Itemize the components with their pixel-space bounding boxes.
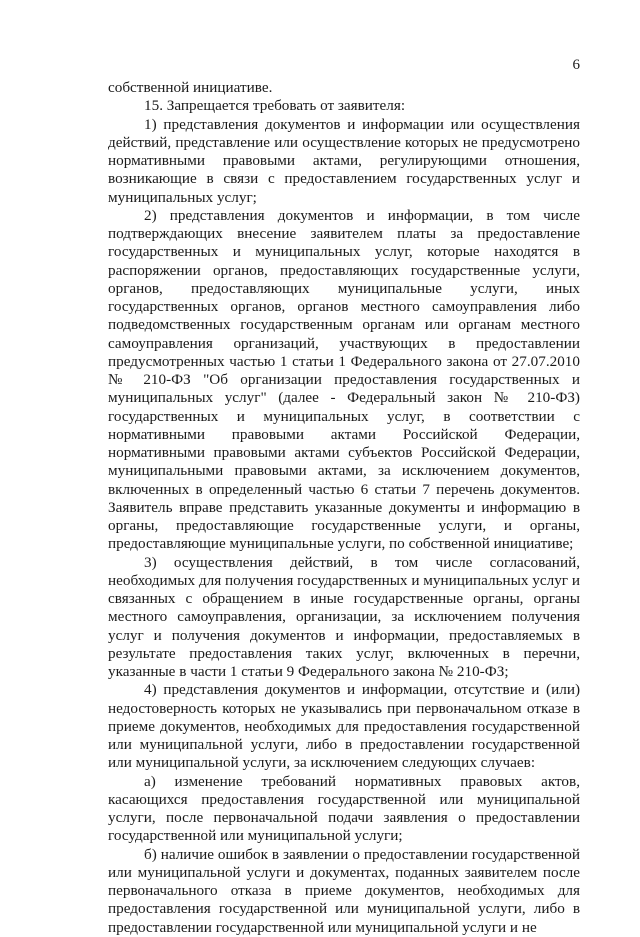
paragraph-item-2: 2) представления документов и информации, в том числе подтверждающих внесение заявителем платы за предоставление государственных и муниципальных услуг, которые находятся в распоряжении органов, предоставляющих государственные услуги, органов, предоставляющих муниципальные услуги, иных государственных органов, органов местного самоуправления либо подведомственных государственным органам или органам местного самоуправления организаций, участвующих в предоставлении предусмотренных частью 1 статьи 1 Федерального закона от 27.07.2010 № 210-ФЗ "Об организации предоставления государственных и муниципальных услуг" (далее - Федеральный закон № 210-ФЗ) государственных и муниципальных услуг, в соответствии с нормативными правовыми актами Российской Федерации, нормативными правовыми актами субъектов Российской Федерации, муниципальными правовыми актами, за исключением документов, включенных в определенный частью 6 статьи 7 перечень документов. Заявитель вправе представить указанные документы и информацию в органы, предоставляющие государственные услуги, и органы, предоставляющие муниципальные услуги, по собственной инициативе; xyxy=(108,206,580,553)
paragraph-item-4: 4) представления документов и информации, отсутствие и (или) недостоверность которых не указывались при первоначальном отказе в приеме документов, необходимых для предоставления государственной или муниципальной услуги, либо в предоставлении государственной или муниципальной услуги, за исключением следующих случаев: xyxy=(108,681,580,772)
paragraph-clause-15: 15. Запрещается требовать от заявителя: xyxy=(144,97,406,115)
paragraph-continuation: собственной инициативе. xyxy=(108,79,273,96)
paragraph-item-1: 1) представления документов и информации или осуществления действий, представление или осуществление которых не предусмотрено нормативными правовыми актами, регулирующими отношения, возникающие в связи с предоставлением государственных услуг и муниципальных услуг; xyxy=(108,115,580,206)
page-number: 6 xyxy=(572,57,580,73)
paragraph-subitem-a: а) изменение требований нормативных правовых актов, касающихся предоставления государственной или муниципальной услуги, после первоначальной подачи заявления о предоставлении государственной или муниципальной услуги; xyxy=(108,772,580,845)
document-body xyxy=(108,79,580,937)
paragraph-item-3: 3) осуществления действий, в том числе согласований, необходимых для получения государственных и муниципальных услуг и связанных с обращением в иные государственные органы, органы местного самоуправления, организации, за исключением получения услуг и получения документов и информации, предоставляемых в результате предоставления таких услуг, включенных в перечни, указанные в части 1 статьи 9 Федерального закона № 210-ФЗ; xyxy=(108,553,580,680)
paragraph-subitem-b: б) наличие ошибок в заявлении о предоставлении государственной или муниципальной услуги и документах, поданных заявителем после первоначального отказа в приеме документов, необходимых для предоставления государственной или муниципальной услуги, либо в предоставлении государственной или муниципальной услуги и не xyxy=(108,845,580,936)
